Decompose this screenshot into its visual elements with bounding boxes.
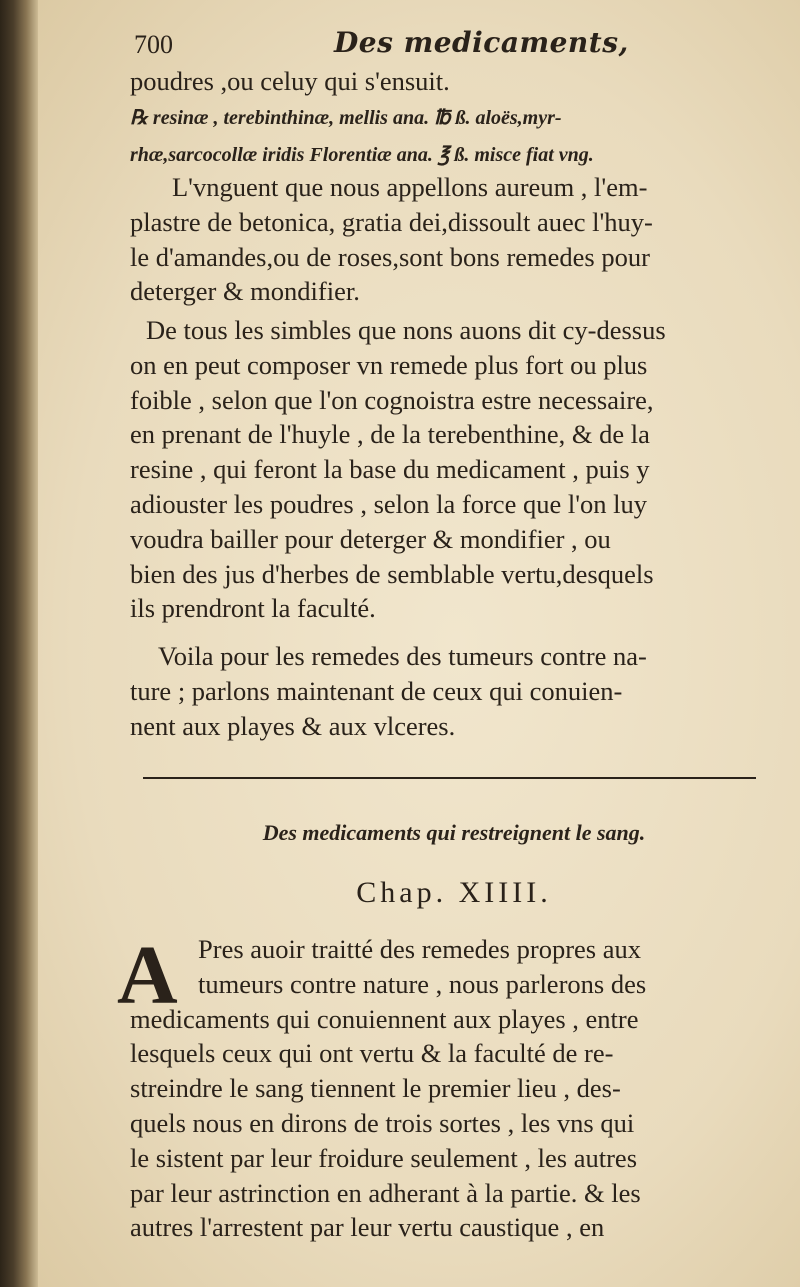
paragraph-4 xyxy=(130,639,778,743)
text-line: ture ; parlons maintenant de ceux qui conuien- xyxy=(130,675,623,706)
text-line: quels nous en dirons de trois sortes , les vns qui xyxy=(130,1107,635,1138)
text-line: ℞ resinæ , terebinthinæ, mellis ana. ℔ ß. aloës,myr- xyxy=(130,107,562,129)
text-line: le sistent par leur froidure seulement , les autres xyxy=(130,1142,638,1173)
text-line: voudra bailler pour deterger & mondifier , ou xyxy=(130,523,611,554)
text-line: Voila pour les remedes des tumeurs contre na- xyxy=(158,641,647,671)
text-line: medicaments qui conuiennent aux playes , entre xyxy=(130,1003,639,1034)
text-line: plastre de betonica, gratia dei,dissoult auec l'huy- xyxy=(130,206,653,237)
text-line: deterger & mondifier. xyxy=(130,276,360,307)
paragraph-5 xyxy=(130,932,778,1245)
text-line: adiouster les poudres , selon la force que l'on luy xyxy=(130,488,647,519)
book-gutter xyxy=(0,0,38,1287)
text-line: foible , selon que l'on cognoistra estre necessaire, xyxy=(130,384,654,415)
recipe-formula xyxy=(130,100,778,174)
text-line: poudres ,ou celuy qui s'ensuit. xyxy=(130,66,450,96)
text-line: lesquels ceux qui ont vertu & la faculté de re- xyxy=(130,1038,614,1069)
chapter-heading: Chap. XIIII. xyxy=(356,876,552,909)
text-line: nent aux playes & aux vlceres. xyxy=(130,710,456,741)
text-line: tumeurs contre nature , nous parlerons des xyxy=(198,968,647,999)
text-line: De tous les simbles que nons auons dit cy-dessus xyxy=(146,315,666,345)
running-head xyxy=(134,26,654,66)
text-line: on en peut composer vn remede plus fort ou plus xyxy=(130,349,648,380)
text-line: ils prendront la faculté. xyxy=(130,593,376,624)
text-line: Pres auoir traitté des remedes propres aux xyxy=(198,934,641,964)
text-line: en prenant de l'huyle , de la terebenthine, & de la xyxy=(130,419,650,450)
section-divider xyxy=(143,777,756,779)
text-line: streindre le sang tiennent le premier lieu , des- xyxy=(130,1073,621,1104)
text-line: L'vnguent que nous appellons aureum , l'em- xyxy=(172,172,648,202)
text-line: le d'amandes,ou de roses,sont bons remedes pour xyxy=(130,241,650,272)
paragraph-3 xyxy=(130,313,778,626)
text-line: rhæ,sarcocollæ iridis Florentiæ ana. ℥ ß. misce fiat vng. xyxy=(130,144,594,166)
paragraph-1 xyxy=(130,64,778,99)
running-title: Des medicaments, xyxy=(334,26,629,59)
drop-cap: A xyxy=(117,929,178,1022)
section-title: Des medicaments qui restreignent le sang. xyxy=(262,820,646,845)
page-number: 700 xyxy=(134,30,173,59)
paragraph-2 xyxy=(130,170,778,309)
text-line: autres l'arrestent par leur vertu caustique , en xyxy=(130,1212,605,1243)
text-line: par leur astrinction en adherant à la partie. & les xyxy=(130,1177,641,1208)
text-line: resine , qui feront la base du medicament , puis y xyxy=(130,454,650,485)
text-line: bien des jus d'herbes de semblable vertu,desquels xyxy=(130,558,654,589)
